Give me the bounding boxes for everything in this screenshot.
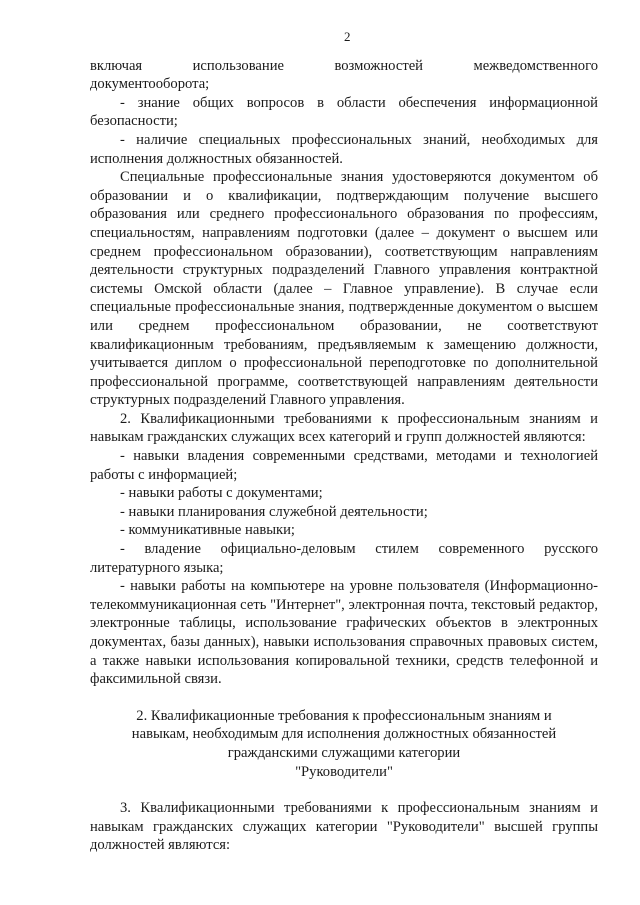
document-page: 2 включая использование возможностей межведомственного документооборота; - знание общих вопросов в области обеспечения информационной безопасности; - наличие специальных профессиональных знаний, необходимых для исполнения должностных обязанностей. Специальные профессиональные знания удостоверяются документом об образовании и о квалификации, подтверждающим получение высшего образования или среднего профессионального образования по профессиям, специальностям, направлениям подготовки (далее – документ о высшем или среднем профессиональном образовании), соответствующим направлениям деятельности структурных подразделений Главного управления контрактной системы Омской области (далее – Главное управление). В случае если специальные профессиональные знания, подтвержденные документом о высшем или среднем профессиональном образовании, не соответствуют квалификационным требованиям, предъявляемым к замещению должности, учитывается диплом о профессиональной переподготовке по дополнительной профессиональной программе, соответствующей направлениям деятельности структурных подразделений Главного управления. 2. Квалификационными требованиями к профессиональным знаниям и навыкам гражданских служащих всех категорий и групп должностей являются: - навыки владения современными средствами, методами и технологией работы с информацией; - навыки работы с документами; - навыки планирования служебной деятельности; - коммуникативные навыки; - владение официально-деловым стилем современного русского литературного языка; - навыки работы на компьютере на уровне пользователя (Информационно-телекоммуникационная сеть "Интернет", электронная почта, текстовый редактор, электронные таблицы, использование графических объектов в электронных документах, базы данных), навыки использования справочных правовых систем, а также навыки использования копировальной техники, средств телефонной и факсимильной связи. 2. Квалификационные требования к профессиональным знаниям и навыкам, необходимым для исполнения должностных обязанностей гражданскими служащими категории "Руководители" 3. Квалификационными требованиями к профессиональным знаниям и навыкам гражданских служащих категории "Руководители" высшей группы должностей являются:	[90, 29, 598, 854]
body-paragraph: Специальные профессиональные знания удостоверяются документом об образовании и о квалификации, подтверждающим получение высшего образования или среднего профессионального образования по профессиям, специальностям, направлениям подготовки (далее – документ о высшем или среднем профессиональном образовании), соответствующим направлениям деятельности структурных подразделений Главного управления контрактной системы Омской области (далее – Главное управление). В случае если специальные профессиональные знания, подтвержденные документом о высшем или среднем профессиональном образовании, не соответствуют квалификационным требованиям, предъявляемым к замещению должности, учитывается диплом о профессиональной переподготовке по дополнительной профессиональной программе, соответствующей направлениям деятельности структурных подразделений Главного управления.	[90, 169, 598, 409]
heading-line: гражданскими служащими категории	[227, 744, 461, 761]
list-item: - владение официально-деловым стилем современного русского литературного языка;	[90, 541, 598, 576]
heading-line: "Руководители"	[295, 763, 393, 780]
list-item: - наличие специальных профессиональных знаний, необходимых для исполнения должностных обязанностей.	[90, 131, 598, 167]
heading-line: навыкам, необходимым для исполнения должностных обязанностей	[131, 726, 557, 743]
list-item: - знание общих вопросов в области обеспечения информационной безопасности;	[90, 94, 598, 130]
body-paragraph: 3. Квалификационными требованиями к профессиональным знаниям и навыкам гражданских служащих категории "Руководители" высшей группы должностей являются:	[90, 800, 598, 854]
list-item: - навыки владения современными средствами, методами и технологией работы с информацией;	[90, 448, 598, 483]
list-item: - навыки работы на компьютере на уровне пользователя (Информационно-телекоммуникационная сеть "Интернет", электронная почта, текстовый редактор, электронные таблицы, использование графических объектов в электронных документах, базы данных), навыки использования справочных правовых систем, а также навыки использования копировальной техники, средств телефонной и факсимильной связи.	[90, 578, 598, 688]
list-item: - коммуникативные навыки;	[120, 522, 295, 539]
list-item: - навыки работы с документами;	[120, 485, 323, 502]
body-paragraph: 2. Квалификационными требованиями к профессиональным знаниям и навыкам гражданских служащих всех категорий и групп должностей являются:	[90, 410, 598, 446]
section-heading	[90, 707, 598, 781]
text-line: включая использование возможностей межведомственного	[90, 57, 598, 74]
text-line: документооборота;	[90, 76, 210, 93]
list-item: - навыки планирования служебной деятельности;	[120, 503, 428, 520]
heading-line: 2. Квалификационные требования к профессиональным знаниям и	[136, 707, 552, 724]
